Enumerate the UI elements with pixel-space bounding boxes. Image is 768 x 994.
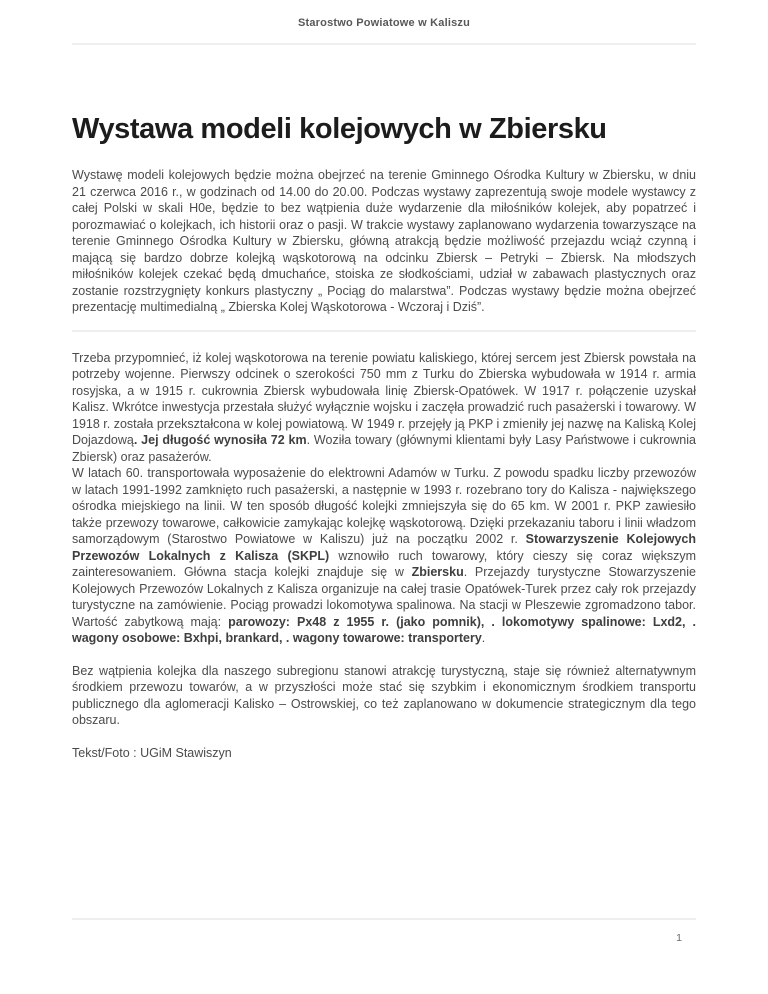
paragraph-outlook: Bez wątpienia kolejka dla naszego subregionu stanowi atrakcję turystyczną, staje się również alternatywnym środkiem przewozu towarów, a w przyszłości może stać się szybkim i ekonomicznym środkiem transportu publicznego dla aglomeracji Kalisko – Ostrowskiej, co też zaplanowano w dokumencie strategicznym dla tego obszaru. xyxy=(72,663,696,727)
header-divider xyxy=(72,43,696,45)
site-header-title: Starostwo Powiatowe w Kaliszu xyxy=(297,17,471,29)
section-divider xyxy=(72,330,696,332)
page-footer xyxy=(72,918,696,944)
page-number: 1 xyxy=(676,932,682,944)
article-title: Wystawa modeli kolejowych w Zbiersku xyxy=(72,113,607,145)
credit-line: Tekst/Foto : UGiM Stawiszyn xyxy=(72,745,232,760)
paragraph-intro: Wystawę modeli kolejowych będzie można obejrzeć na terenie Gminnego Ośrodka Kultury w Zbiersku, w dniu 21 czerwca 2016 r., w godzinach od 14.00 do 20.00. Podczas wystawy zaprezentują swoje modele wystawcy z całej Polski w skali H0e, będzie to bez wątpienia duże wydarzenie dla miłośników kolejek, aby popatrzeć i porozmawiać o kolejkach, ich historii oraz o pasji. W trakcie wystawy zaplanowano wydarzenia towarzyszące na terenie Gminnego Ośrodka Kultury w Zbiersku, główną atrakcją będzie możliwość przejazdu wciąż czynną i mającą się bardzo dobrze kolejką wąskotorową na odcinku Zbiersk – Petryki – Zbiersk. Na młodszych miłośników kolejek czekać będą dmuchańce, stoiska ze słodkościami, udział w zabawach plastycznych oraz zostanie rozstrzygnięty konkurs plastyczny „ Pociąg do malarstwa”. Podczas wystawy będzie można obejrzeć prezentację multimedialną „ Zbierska Kolej Wąskotorowa - Wczoraj i Dziś”. xyxy=(72,168,696,314)
paragraph-history: Trzeba przypomnieć, iż kolej wąskotorowa na terenie powiatu kaliskiego, której sercem jest Zbiersk powstała na potrzeby wojenne. Pierwszy odcinek o szerokości 750 mm z Turku do Zbierska wybudowała w 1914 r. armia rosyjska, a w 1915 r. cukrownia Zbiersk wybudowała linię Zbiersk-Opatówek. W 1917 r. połączenie uzyskał Kalisz. Wkrótce inwestycja przestała służyć wyłącznie wojsku i zaczęła prowadzić ruch pasażerski i towarowy. W 1918 r. została przekształcona w kolej powiatową. W 1949 r. przejęły ją PKP i zmieniły jej nazwę na Kaliską Kolej Dojazdową. Jej długość wynosiła 72 km. Woziła towary (głównymi klientami były Lasy Państwowe i cukrownia Zbiersk) oraz pasażerów. W latach 60. transportowała wyposażenie do elektrowni Adamów w Turku. Z powodu spadku liczby przewozów w latach 1991-1992 zamknięto ruch pasażerski, a następnie w 1993 r. rozebrano tory do Kalisza - największego ośrodka miejskiego na linii. W ten sposób długość kolejki zmniejszyła się do 65 km. W 2001 r. PKP zawiesiło także przewozy towarowe, całkowicie zamykając kolejkę wąskotorową. Dzięki przekazaniu taboru i linii władzom samorządowym (Starostwo Powiatowe w Kaliszu) już na początku 2002 r. Stowarzyszenie Kolejowych Przewozów Lokalnych z Kalisza (SKPL) wznowiło ruch towarowy, który cieszy się coraz większym zainteresowaniem. Główna stacja kolejki znajduje się w Zbiersku. Przejazdy turystyczne Stowarzyszenie Kolejowych Przewozów Lokalnych z Kalisza organizuje na całej trasie Opatówek-Turek przez cały rok przejazdy turystyczne na zamówienie. Pociąg prowadzi lokomotywa spalinowa. Na stacji w Pleszewie zgromadzono tabor. Wartość zabytkową mają: parowozy: Px48 z 1955 r. (jako pomnik), . lokomotywy spalinowe: Lxd2, . wagony osobowe: Bxhpi, brankard, . wagony towarowe: transportery. xyxy=(72,350,697,645)
footer-divider xyxy=(72,918,696,920)
